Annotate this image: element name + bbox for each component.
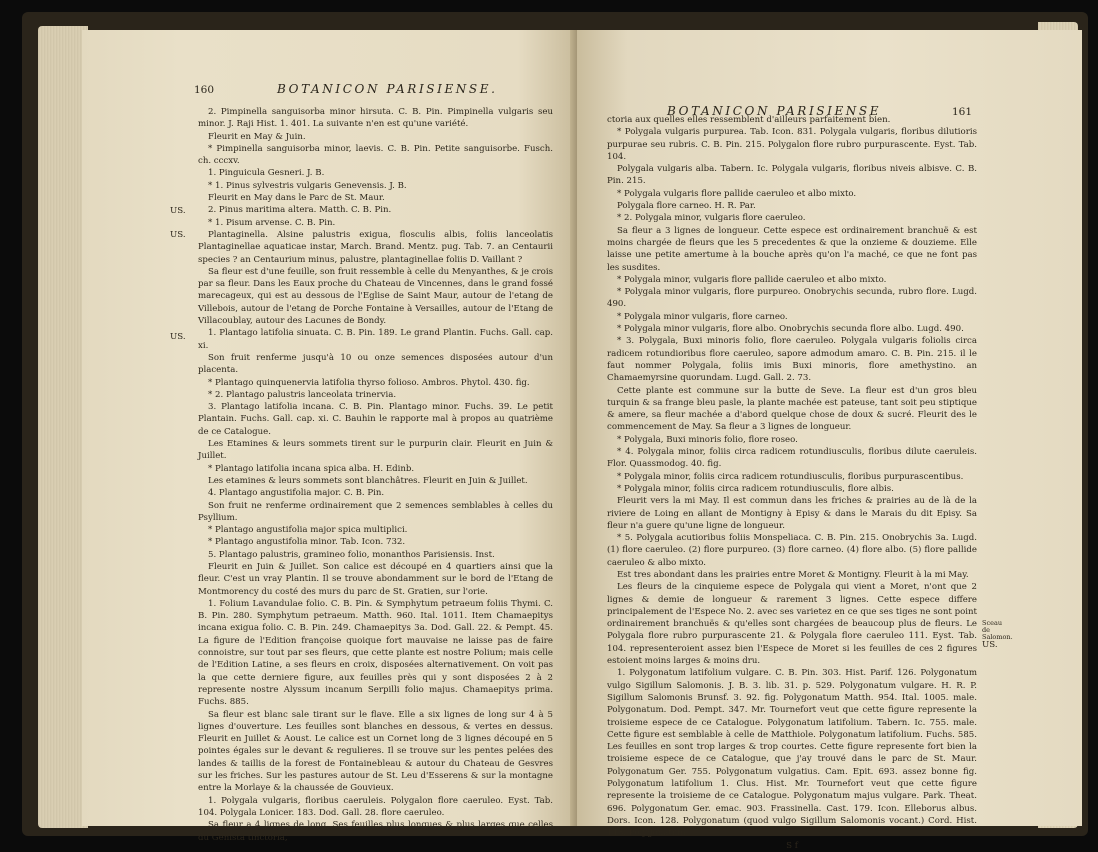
paragraph: * Plantago angustifolia minor. Tab. Icon. 732. <box>208 537 406 548</box>
paragraph: Fleurit en Juin & Juillet. Son calice est découpé en 4 quartiers ainsi que la fleur. C'est un vray Plantin. Il se trouve abondamment sur le bord de l'Etang de Montmorency du costé des murs du parc de St. Gratien, sur l'orie. <box>198 561 553 597</box>
paragraph: Son fruit ne renferme ordinairement que 2 semences semblables à celles du Psyllium. <box>198 500 553 523</box>
paragraph: * 2. Plantago palustris lanceolata trinervia. <box>208 389 397 400</box>
paragraph: * Polygala, Buxi minoris folio, flore roseo. <box>617 434 798 445</box>
paragraph: Sa fleur est blanc sale tirant sur le flave. Elle a six lignes de long sur 4 à 5 lignes d'ouverture. Les feuilles sont blanches en dessous, & vertes en dessus. Fleurit en Juillet & Aoust. Le calice est un Cornet long de 3 lignes découpé en 5 pointes égales sur le devant & regulieres. Il se trouve sur les pentes pelées des landes & taillis de la forest de Fontainebleau & autour du Chateau de Gesvres sur les friches. Sur les pastures autour de St. Leu d'Esserens & sur la montagne entre la Morlaye & la chaussée de Gouvieux. <box>198 709 553 794</box>
left-running-title: BOTANICON PARISIENSE. <box>277 82 498 96</box>
paragraph: * Plantago angustifolia major spica multiplici. <box>208 525 408 536</box>
signature-mark: S f <box>786 840 798 851</box>
paragraph: Sa fleur est d'une feuille, son fruit ressemble à celle du Menyanthes, & je crois par sa fleur. Dans les Eaux proche du Chateau de Vincennes, dans le grand fossé marecageux, qui est au dessous de l'Eglise de Saint Maur, autour de l'etang de Villebois, autour de l'etang de Porche Fontaine à Versailles, autour de l'Etang de Villacoublay, autour des Lacunes de Bondy. <box>198 266 553 327</box>
paragraph: * Pimpinella sanguisorba minor, laevis. C. B. Pin. Petite sanguisorbe. Fusch. ch. cccxv. <box>198 143 553 167</box>
paragraph: 2. Pinus maritima altera. Matth. C. B. Pin. <box>208 205 392 216</box>
paragraph: * Polygala minor vulgaris, flore albo. Onobrychis secunda flore albo. Lugd. 490. <box>617 324 964 335</box>
left-page-text <box>198 106 553 844</box>
paragraph: * 1. Pisum arvense. C. B. Pin. <box>208 217 336 228</box>
paragraph: * 4. Polygala minor, foliis circa radicem rotundiusculis, floribus dilute caeruleis. Flor. Quassmodog. 40. fig. <box>607 447 977 470</box>
paragraph: Fleurit en May & Juin. <box>208 131 306 142</box>
paragraph: Fleurit en May dans le Parc de St. Maur. <box>208 193 385 204</box>
left-page <box>82 30 577 843</box>
paragraph: * Polygala minor, foliis circa radicem rotundiusculis, flore albis. <box>617 483 894 494</box>
left-margin-note: US. <box>170 230 186 240</box>
paragraph: 3. Plantago latifolia incana. C. B. Pin. Plantago minor. Fuchs. 39. Le petit Plantain. Fuchs. Gall. cap. xi. C. Bauhin le rapporte mal à propos au quatrième de ce Catalogue. <box>198 402 553 437</box>
right-page-header <box>577 66 1082 118</box>
paragraph: Polygala vulgaris alba. Tabern. Ic. Polygala vulgaris, floribus niveis albisve. C. B. Pin. 215. <box>607 164 977 187</box>
paragraph: 1. Pinguicula Gesneri. J. B. <box>208 168 325 179</box>
paragraph: * Plantago latifolia incana spica alba. H. Edinb. <box>208 463 415 474</box>
left-margin-note: US. <box>170 332 186 342</box>
paragraph: Son fruit renferme jusqu'à 10 ou onze semences disposées autour d'un placenta. <box>198 352 553 376</box>
paragraph: ctoria aux quelles elles ressemblent d'ailleurs parfaitement bien. <box>607 115 891 125</box>
paragraph: * 3. Polygala, Buxi minoris folio, flore caeruleo. Polygala vulgaris foliolis circa radicem rotundioribus flore caeruleo, sapore admodum amaro. C. B. Pin. 215. il le faut nommer Polygala, foliis imis Buxi minoris, flore amethystino. an Chamaemyrsine quorundam. Lugd. Gall. 2. 73. <box>607 336 977 384</box>
paragraph: Plantaginella. Alsine palustris exigua, flosculis albis, foliis lanceolatis Plantaginellae aquaticae instar, March. Brand. Mentz. pug. Tab. 7. an Centaurii species ? an Centaurium minus, palustre, plantaginellae foliis D. Vaillant ? <box>198 229 553 265</box>
paragraph: 2. Pimpinella sanguisorba minor hirsuta. C. B. Pin. Pimpinella vulgaris seu minor. J. Raji Hist. 1. 401. La suivante n'en est qu'une variété. <box>198 107 553 130</box>
left-page-number: 160 <box>194 84 215 96</box>
paragraph: Est tres abondant dans les prairies entre Moret & Montigny. Fleurit à la mi May. <box>617 569 969 580</box>
paragraph: 5. Plantago palustris, gramineo folio, monanthos Parisiensis. Inst. <box>208 549 495 560</box>
paragraph: 1. Plantago latifolia sinuata. C. B. Pin. 189. Le grand Plantin. Fuchs. Gall. cap. xi. <box>198 328 553 351</box>
paragraph: 1. Polygonatum latifolium vulgare. C. B. Pin. 303. Hist. Parif. 126. Polygonatum vulgo Sigillum Salomonis. J. B. 3. lib. 31. p. 529. Polygonatum vulgare. H. R. P. Sigillum Salomonis Brunsf. 3. 92. fig. Polygonatum Matth. 954. Ital. 1005. male. Polygonatum. Dod. Pempt. 347. Mr. Tournefort veut que cette figure represente la troisieme espece de ce Catalogue. Polygonatum latifolium. Tabern. Ic. 755. male. Cette figure est semblable à celle de Matthiole. Polygonatum latifolium. Fuchs. 585. Les feuilles en sont trop larges & trop courtes. Cette figure represente fort bien la troisieme espece de ce Catalogue, que j'ay trouvé dans le parc de St. Maur. Polygonatum Ger. 755. Polygonatum vulgatius. Cam. Epit. 693. assez bonne fig. Polygonatum latifolium 1. Clus. Hist. Mr. Tournefort veut que cette figure represente la troisieme de ce Catalogue. Polygonatum majus vulgare. Park. Theat. 696. Polygonatum Ger. emac. 903. Frassinella. Cast. 179. Icon. Elleborus albus. Dors. Icon. 128. Polygonatum (quod vulgo Sigillum Salomonis vocant.) Cord. Hist. 113. Polygonatum <box>607 668 977 839</box>
paragraph: * Polygala minor, foliis circa radicem rotundiusculis, floribus purpurascentibus. <box>617 471 964 482</box>
paragraph: Sa fleur a 4 lignes de long. Ses feuilles plus longues & plus larges que celles du Genista tinctoria, <box>198 820 553 843</box>
right-page <box>577 30 1082 851</box>
paragraph: * 1. Pinus sylvestris vulgaris Genevensis. J. B. <box>208 180 407 191</box>
paragraph: Sa fleur a 3 lignes de longueur. Cette espece est ordinairement branchuë & est moins chargée de fleurs que les 5 precedentes & que la onzieme & douzieme. Elle laisse une petite amertume à la bouche après qu'on l'a maché, ce que ne font pas les susdites. <box>607 225 977 273</box>
page-edges-left <box>38 26 88 828</box>
paragraph: 1. Polygala vulgaris, floribus caeruleis. Polygalon flore caeruleo. Eyst. Tab. 104. Polygala Lonicer. 183. Dod. Gall. 28. flore caeruleo. <box>198 795 553 818</box>
right-margin-note: Sceau de Salomon. <box>982 619 1013 641</box>
left-page-header <box>82 66 577 96</box>
book-spread <box>22 12 1088 851</box>
paragraph: * 2. Polygala minor, vulgaris flore caeruleo. <box>617 213 806 224</box>
paragraph: * Polygala vulgaris purpurea. Tab. Icon. 831. Polygala vulgaris, floribus dilutioris purpurae seu rubris. C. B. Pin. 215. Polygalon flore rubro purpurascente. Eyst. Tab. 104. <box>607 127 977 162</box>
paragraph: Fleurit vers la mi May. Il est commun dans les friches & prairies au de là de la riviere de Loing en allant de Montigny à Episy & dans le Marais du dit Episy. Sa fleur n'a guere qu'une ligne de longueur. <box>607 496 977 531</box>
paragraph: Les Etamines & leurs sommets tirent sur le purpurin clair. Fleurit en Juin & Juillet. <box>198 439 553 462</box>
paragraph: 4. Plantago angustifolia major. C. B. Pin. <box>208 488 385 499</box>
right-running-title: BOTANICON PARISIENSE <box>667 104 882 118</box>
right-margin-note: US. <box>982 640 998 650</box>
right-page-number: 161 <box>951 106 972 118</box>
paragraph: 1. Folium Lavandulae folio. C. B. Pin. & Symphytum petraeum foliis Thymi. C. B. Pin. 280. Symphytum petraeum. Matth. 960. Ital. 1011. Item Chamaepitys incana exigua folio. C. B. Pin. 249. Chamaepitys 3a. Dod. Gall. 22. & Pempt. 45. La figure de l'Edition françoise quoique fort mauvaise ne laisse pas de faire connoistre, sur tout par ses fleurs, que cette plante est nostre Polium; mais celle de l'Edition Latine, a ses fleurs en croix, disposées alternativement. On voit pas la que cette derniere figure, aux feuilles près qui y sont disposées 2 à 2 represente nostre Alyssum incanum Serpilli folio majus. Chamaepitys prima. Fuchs. 885. <box>198 598 553 708</box>
paragraph: * Polygala minor vulgaris, flore carneo. <box>617 311 788 322</box>
right-page-text <box>607 114 977 852</box>
paragraph: * Polygala minor vulgaris, flore purpureo. Onobrychis secunda, rubro flore. Lugd. 490. <box>607 287 977 310</box>
left-margin-note: US. <box>170 206 186 216</box>
paragraph: * Polygala minor, vulgaris flore pallide caeruleo et albo mixto. <box>617 274 887 285</box>
paragraph: Cette plante est commune sur la butte de Seve. La fleur est d'un gros bleu turquin & sa frange bleu pasle, la plante machée est pateuse, tant soit peu stiptique & amere, sa fleur machée a d'abord quelque chose de doux & sucré. Fleurit des le commencement de May. Sa fleur a 3 lignes de longueur. <box>607 385 977 433</box>
paragraph: Les fleurs de la cinquieme espece de Polygala qui vient a Moret, n'ont que 2 lignes & demie de longueur & rarement 3 lignes. Cette espece differe principalement de l'Espece No. 2. avec ses varietez en ce que ses tiges ne sont point ordinairement branchuës & qu'elles sont chargées de beaucoup plus de fleurs. Le Polygala flore rubro purpurascente 21. & Polygala flore caeruleo 111. Eyst. Tab. 104. representeroient assez bien l'Espece de Moret si les feuilles de ces 2 figures estoient moins larges & moins dru. <box>607 582 977 667</box>
paragraph: * Polygala vulgaris flore pallide caeruleo et albo mixto. <box>617 188 857 199</box>
paragraph: Les etamines & leurs sommets sont blanchâtres. Fleurit en Juin & Juillet. <box>208 475 528 486</box>
paragraph: * Plantago quinquenervia latifolia thyrso folioso. Ambros. Phytol. 430. fig. <box>208 377 530 388</box>
paragraph: Polygala flore carneo. H. R. Par. <box>617 201 756 212</box>
paragraph: * 5. Polygala acutioribus foliis Monspeliaca. C. B. Pin. 215. Onobrychis 3a. Lugd. (1) flore caeruleo. (2) flore purpureo. (3) flore carneo. (4) flore albo. (5) flore pallide caeruleo & albo mixto. <box>607 533 977 568</box>
